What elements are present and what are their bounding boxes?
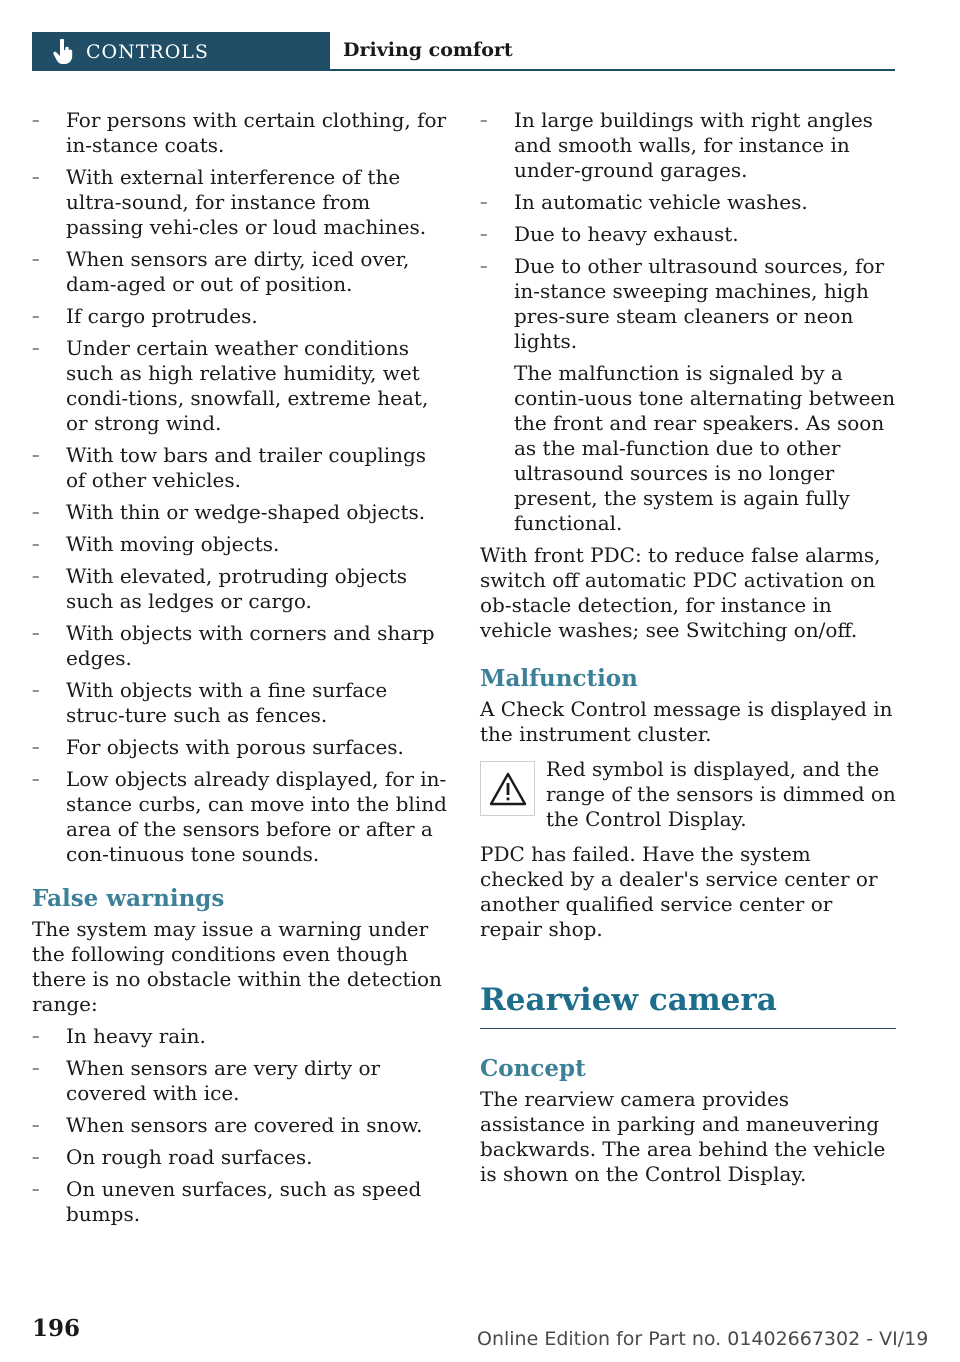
front-pdc-note: With front PDC: to reduce false alarms, switch off automatic PDC activation on ob-stacle detection, for instance in vehicle washes; see Switching on/off.: [480, 543, 881, 642]
warning-row: [480, 757, 896, 832]
list-item: – Under certain weather conditions such as high relative humidity, wet condi-tions, snowfall, extreme heat, or strong wind.: [32, 336, 450, 436]
pdc-failed-text: PDC has failed. Have the system checked by a dealer's service center or another qualified service center or repair shop.: [480, 842, 878, 941]
list-item: – With external interference of the ultra-sound, for instance from passing vehi-cles or loud machines.: [32, 165, 450, 240]
list-item: – With thin or wedge-shaped objects.: [32, 500, 450, 525]
list-item: – In automatic vehicle washes.: [480, 190, 896, 215]
edition-footer: Online Edition for Part no. 01402667302 - VI/19: [477, 1328, 929, 1350]
concept-heading: Concept: [480, 1055, 586, 1082]
list-item: – With objects with corners and sharp edges.: [32, 621, 450, 671]
chapter-title: Driving comfort: [343, 39, 513, 61]
list-item: – With moving objects.: [32, 532, 450, 557]
list-item: – Due to other ultrasound sources, for in-stance sweeping machines, high pres-sure steam cleaners or neon lights.: [480, 254, 896, 354]
list-item: – Due to heavy exhaust.: [480, 222, 896, 247]
list-item: – On uneven surfaces, such as speed bumps.: [32, 1177, 450, 1227]
section-tab: [32, 32, 330, 71]
list-item: – In large buildings with right angles and smooth walls, for instance in under-ground garages.: [480, 108, 896, 183]
list-item: – When sensors are covered in snow.: [32, 1113, 450, 1138]
pointing-hand-icon: [52, 39, 74, 65]
false-warnings-list: [32, 1024, 450, 1227]
list-item: – If cargo protrudes.: [32, 304, 450, 329]
list-item: – Low objects already displayed, for in-stance curbs, can move into the blind area of the sensors before or after a con-tinuous tone sounds.: [32, 767, 450, 867]
list-item: – For persons with certain clothing, for in-stance coats.: [32, 108, 450, 158]
limitations-list-continued: [480, 108, 896, 354]
malfunction-signal-note: The malfunction is signaled by a contin-uous tone alternating between the front and rear speakers. As soon as the mal-function due to other ultrasound sources is no longer present, the system is again fully functional.: [514, 361, 896, 535]
right-column: [480, 108, 896, 1194]
list-item: – In heavy rain.: [32, 1024, 450, 1049]
page-header: [32, 32, 895, 71]
warning-text: Red symbol is displayed, and the range of the sensors is dimmed on the Control Display.: [546, 757, 896, 831]
concept-text: The rearview camera provides assistance in parking and maneuvering backwards. The area behind the vehicle is shown on the Control Display.: [480, 1087, 886, 1186]
warning-triangle-icon: [488, 771, 528, 807]
list-item: – On rough road surfaces.: [32, 1145, 450, 1170]
section-label: CONTROLS: [86, 40, 209, 63]
page-number: 196: [32, 1315, 81, 1342]
rearview-camera-heading: Rearview camera: [480, 980, 896, 1029]
warning-symbol-box: [480, 761, 535, 816]
list-item: – With tow bars and trailer couplings of other vehicles.: [32, 443, 450, 493]
false-warnings-intro: The system may issue a warning under the following conditions even though there is no obstacle within the detection range:: [32, 917, 442, 1016]
header-rule: [330, 69, 895, 71]
limitations-list: [32, 108, 450, 867]
malfunction-intro: A Check Control message is displayed in the instrument cluster.: [480, 697, 893, 746]
list-item: – When sensors are very dirty or covered with ice.: [32, 1056, 450, 1106]
malfunction-heading: Malfunction: [480, 665, 638, 692]
false-warnings-heading: False warnings: [32, 885, 225, 912]
list-item: – When sensors are dirty, iced over, dam-aged or out of position.: [32, 247, 450, 297]
left-column: [32, 108, 450, 1234]
list-item: – With objects with a fine surface struc-ture such as fences.: [32, 678, 450, 728]
list-item: – For objects with porous surfaces.: [32, 735, 450, 760]
list-item: – With elevated, protruding objects such as ledges or cargo.: [32, 564, 450, 614]
